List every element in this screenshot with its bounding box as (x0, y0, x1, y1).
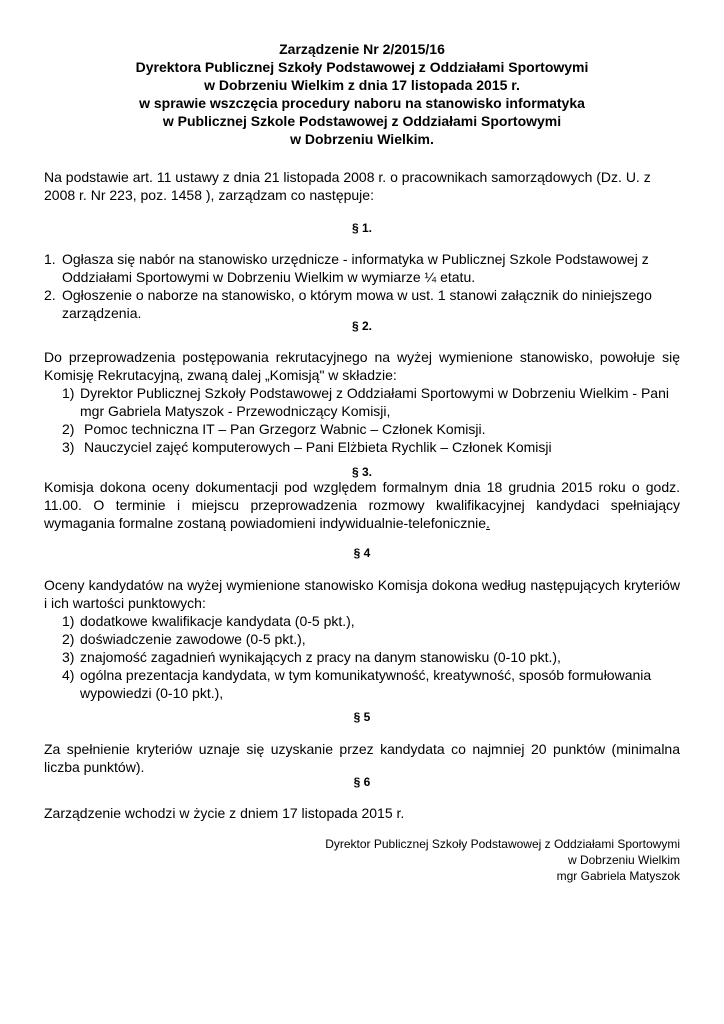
section-4-heading: § 4 (353, 546, 371, 560)
item-text: ogólna prezentacja kandydata, w tym komunikatywność, kreatywność, sposób formułowania wypowiedzi (0-10 pkt.), (80, 667, 652, 701)
item-text: Ogłoszenie o naborze na stanowisko, o którym mowa w ust. 1 stanowi załącznik do niniejszego zarządzenia. (62, 287, 652, 321)
item-number: 2) (62, 421, 75, 437)
list-item (62, 612, 680, 630)
item-number: 2. (44, 287, 56, 303)
item-text: Ogłasza się nabór na stanowisko urzędnicze - informatyka w Publicznej Szkole Podstawowej z Oddziałami Sportowymi w Dobrzeniu Wielkim w wymiarze ¼ etatu. (62, 251, 649, 285)
section-3-end: . (486, 515, 490, 531)
title-line-3: w Dobrzeniu Wielkim z dnia 17 listopada 2015 r. (204, 77, 520, 93)
section-5-text: Za spełnienie kryteriów uznaje się uzyskanie przez kandydata co najmniej 20 punktów (minimalna liczba punktów). (44, 741, 680, 775)
item-number: 4) (62, 667, 75, 683)
item-text: znajomość zagadnień wynikających z pracy na danym stanowisku (0-10 pkt.), (80, 649, 561, 665)
title-line-6: w Dobrzeniu Wielkim. (290, 131, 434, 147)
item-text: Dyrektor Publicznej Szkoły Podstawowej z Oddziałami Sportowymi w Dobrzeniu Wielkim - Pani mgr Gabriela Matyszok - Przewodniczący Komisji, (80, 385, 669, 419)
list-item (44, 286, 680, 322)
intro-paragraph: Na podstawie art. 11 ustawy z dnia 21 listopada 2008 r. o pracownikach samorządowych (Dz. U. z 2008 r. Nr 223, poz. 1458 ), zarządzam co następuje: (44, 169, 651, 203)
item-text: Nauczyciel zajęć komputerowych – Pani Elżbieta Rychlik – Członek Komisji (84, 439, 552, 455)
title-line-1: Zarządzenie Nr 2/2015/16 (279, 41, 445, 57)
list-item (62, 384, 680, 420)
title-line-4: w sprawie wszczęcia procedury naboru na stanowisko informatyka (139, 95, 585, 111)
item-number: 1) (62, 385, 75, 401)
section-2-heading: § 2. (351, 319, 372, 333)
item-number: 3) (62, 439, 75, 455)
item-text: dodatkowe kwalifikacje kandydata (0-5 pkt.), (80, 613, 355, 629)
list-item (62, 630, 680, 648)
section-3-body: Komisja dokona oceny dokumentacji pod względem formalnym dnia 18 grudnia 2015 roku o godz. 11.00. O terminie i miejscu przeprowadzenia rozmowy kwalifikacyjnej kandydaci spełniający wymagania formalne zostaną powiadomieni indywidualnie-telefonicznie (44, 479, 680, 531)
section-3-text (44, 478, 680, 532)
section-3-heading: § 3. (351, 465, 372, 479)
signature-line-2: w Dobrzeniu Wielkim (567, 853, 680, 867)
document-title (0, 40, 724, 148)
signature-line-1: Dyrektor Publicznej Szkoły Podstawowej z Oddziałami Sportowymi (325, 837, 680, 851)
list-item (62, 666, 680, 702)
section-6-heading: § 6 (353, 775, 371, 789)
list-item (62, 438, 680, 456)
item-number: 3) (62, 649, 75, 665)
item-number: 1. (44, 251, 56, 267)
item-number: 1) (62, 613, 75, 629)
section-5-heading: § 5 (353, 710, 371, 724)
signature-block (220, 836, 680, 884)
item-text: Pomoc techniczna IT – Pan Grzegorz Wabnic – Członek Komisji. (84, 421, 486, 437)
item-text: doświadczenie zawodowe (0-5 pkt.), (80, 631, 306, 647)
list-item (62, 420, 680, 438)
section-1-heading: § 1. (351, 221, 372, 235)
section-2-intro: Do przeprowadzenia postępowania rekrutacyjnego na wyżej wymienione stanowisko, powołuje się Komisję Rekrutacyjną, zwaną dalej „Komisją" w składzie: (44, 349, 680, 383)
title-line-2: Dyrektora Publicznej Szkoły Podstawowej z Oddziałami Sportowymi (135, 59, 589, 75)
section-4-intro: Oceny kandydatów na wyżej wymienione stanowisko Komisja dokona według następujących kryteriów i ich wartości punktowych: (44, 577, 680, 611)
signature-line-3: mgr Gabriela Matyszok (556, 869, 680, 883)
list-item (62, 648, 680, 666)
list-item (44, 250, 680, 286)
section-6-text: Zarządzenie wchodzi w życie z dniem 17 listopada 2015 r. (44, 805, 405, 821)
title-line-5: w Publicznej Szkole Podstawowej z Oddziałami Sportowymi (162, 113, 562, 129)
item-number: 2) (62, 631, 75, 647)
